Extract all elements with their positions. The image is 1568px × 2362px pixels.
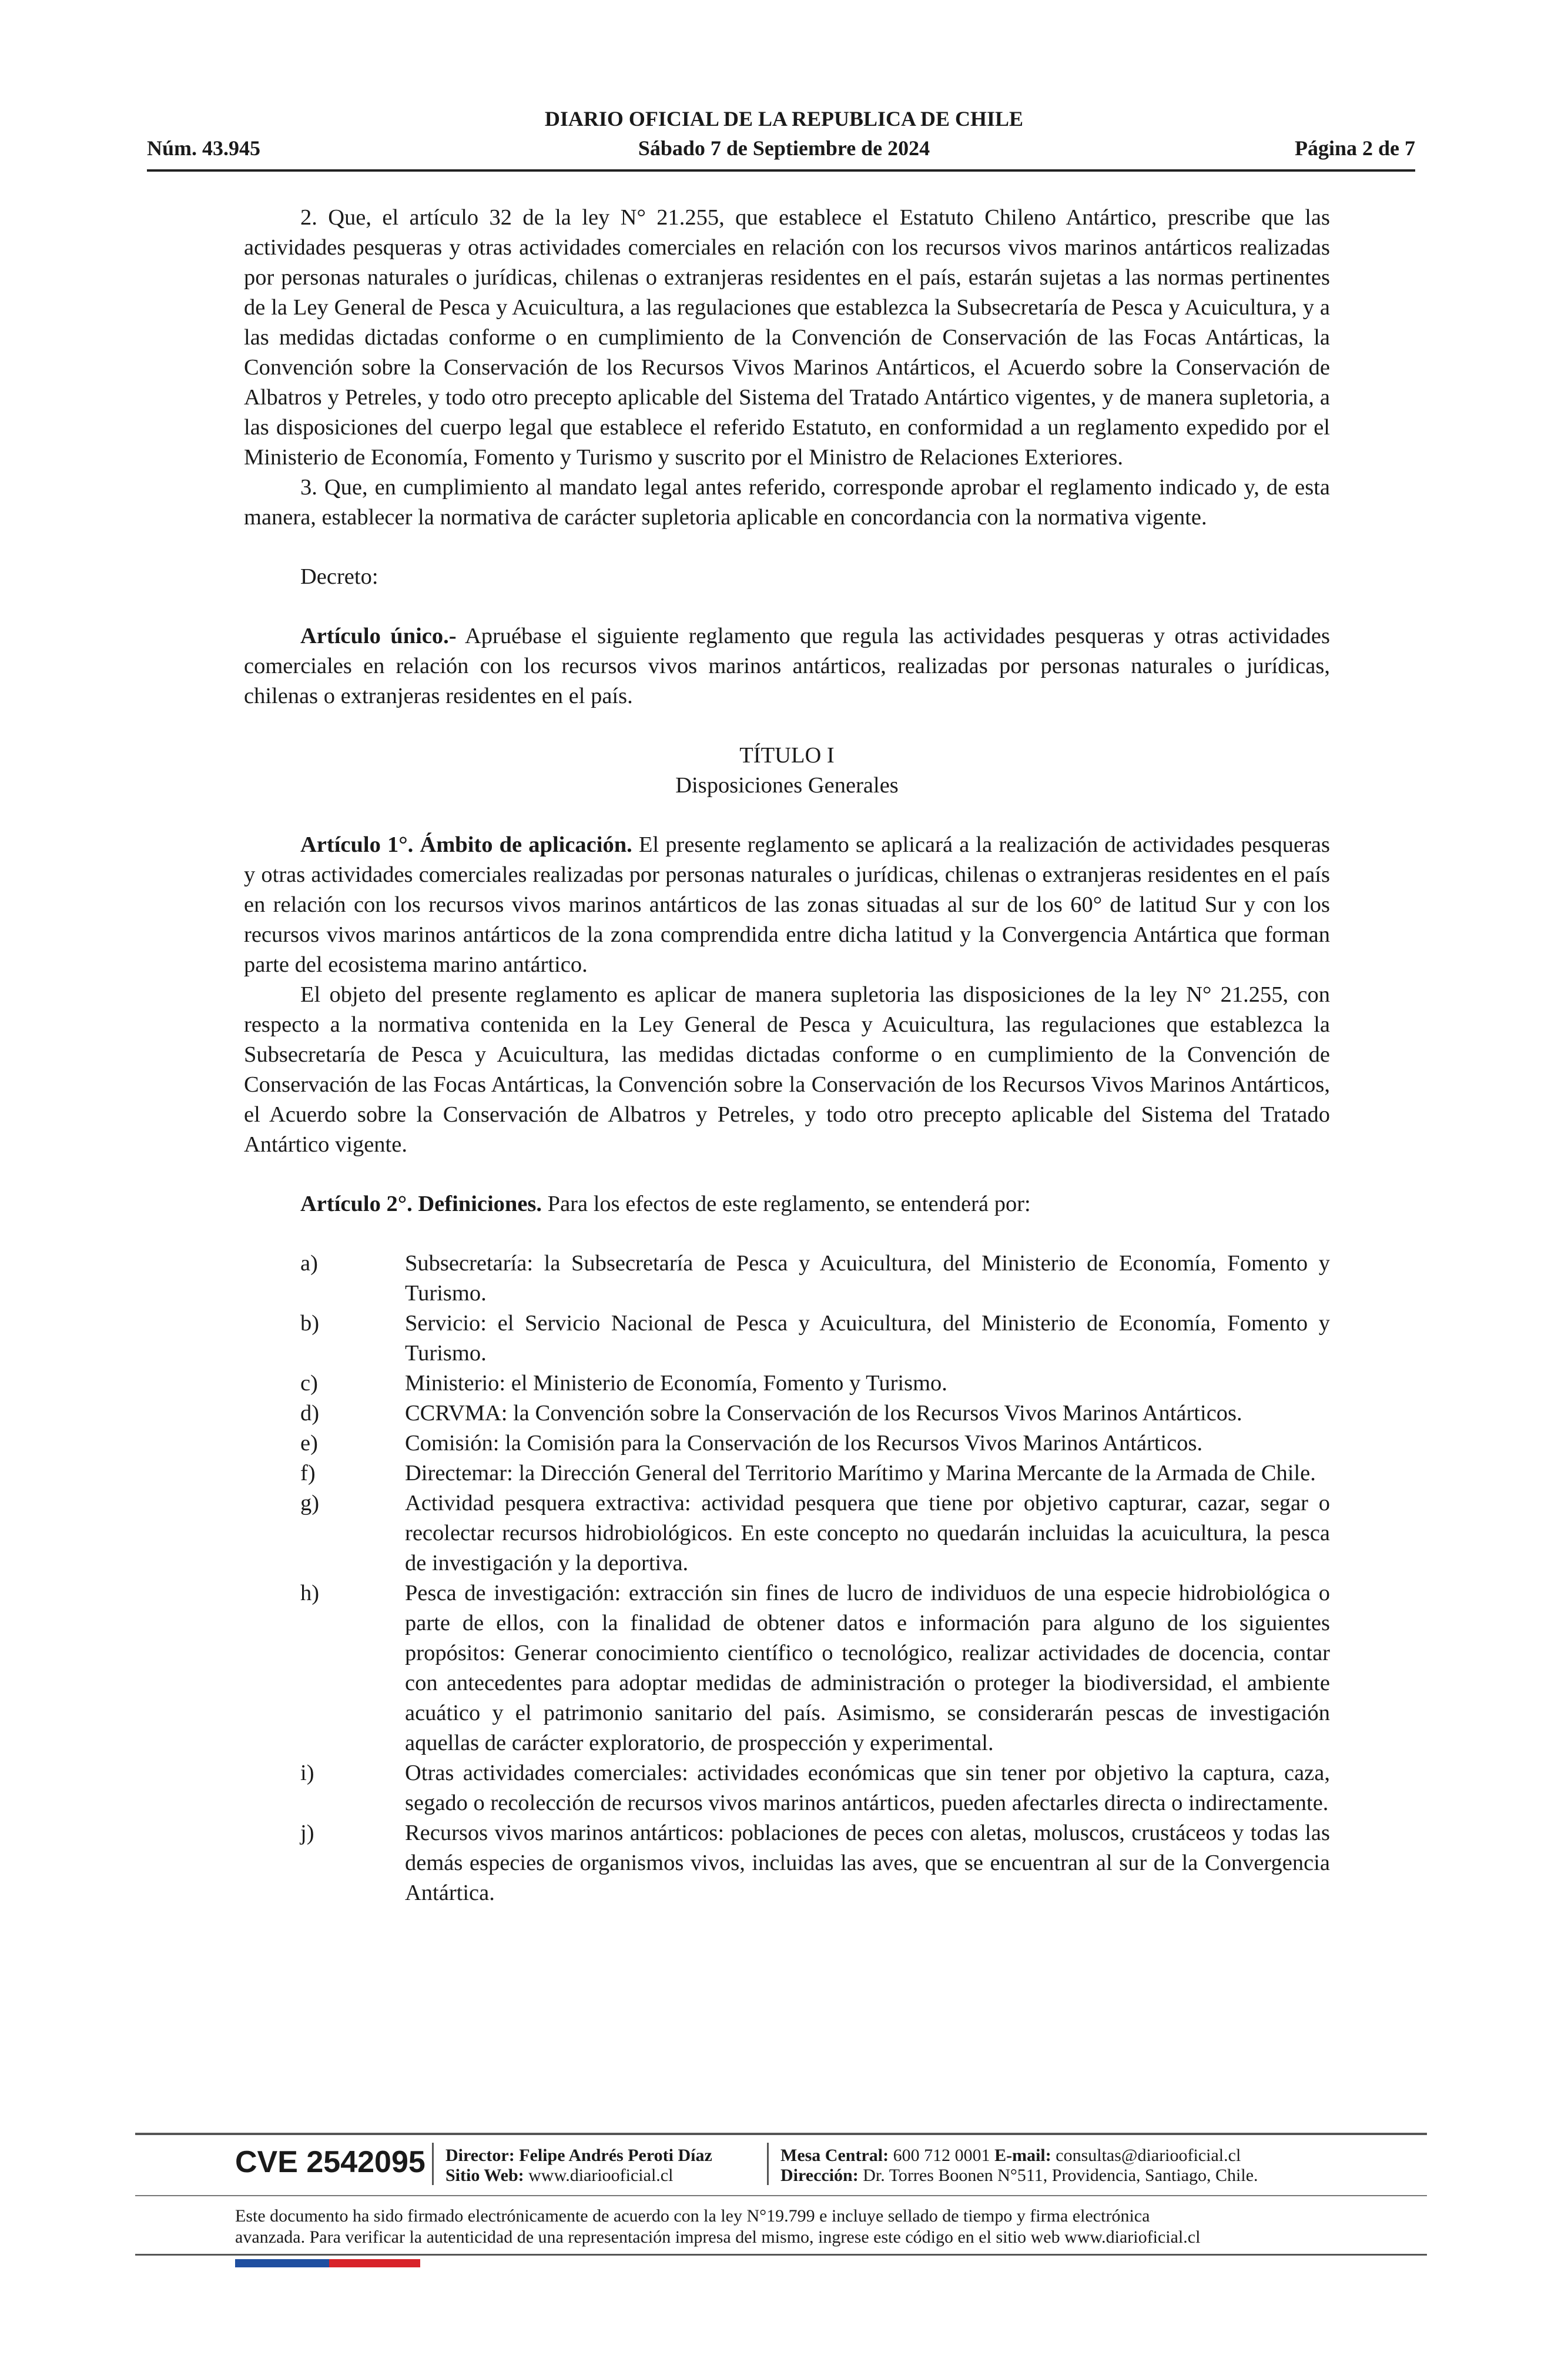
definition-text: Recursos vivos marinos antárticos: poblaciones de peces con aletas, moluscos, crustáceos y todas las demás especies de organismos vivos, incluidas las aves, que se encuentran al sur de la Convergencia Antártica. bbox=[405, 1821, 1330, 1905]
definition-item bbox=[300, 1428, 1330, 1458]
definition-text: Actividad pesquera extractiva: actividad pesquera que tiene por objetivo capturar, cazar, segar o recolectar recursos hidrobiológicos. En este concepto no quedarán incluidas la acuicultura, la pesca de investigación y la deportiva. bbox=[405, 1491, 1330, 1575]
definition-letter: h) bbox=[300, 1581, 320, 1605]
cve-code: CVE 2542095 bbox=[235, 2145, 425, 2179]
definition-item bbox=[300, 1249, 1330, 1309]
considerando-3: 3. Que, en cumplimiento al mandato legal antes referido, corresponde aprobar el reglamento indicado y, de esta manera, establecer la normativa de carácter supletoria aplicable en concordancia con la normativa vigente. bbox=[244, 475, 1330, 530]
articulo-unico-title: Artículo único.- bbox=[300, 624, 457, 648]
legal-notice bbox=[235, 2206, 1328, 2248]
footer-separator bbox=[432, 2143, 434, 2185]
issue-number: Núm. 43.945 bbox=[147, 136, 261, 160]
legal-line: Este documento ha sido firmado electrónicamente de acuerdo con la ley N°19.799 e incluye sellado de tiempo y firma electrónica bbox=[235, 2206, 1150, 2226]
director-name: Felipe Andrés Peroti Díaz bbox=[519, 2146, 712, 2165]
definition-text: Subsecretaría: la Subsecretaría de Pesca y Acuicultura, del Ministerio de Economía, Fomento y Turismo. bbox=[405, 1251, 1330, 1306]
definition-letter: f) bbox=[300, 1461, 316, 1486]
definition-item bbox=[300, 1369, 1330, 1399]
newspaper-title: DIARIO OFICIAL DE LA REPUBLICA DE CHILE bbox=[544, 107, 1024, 131]
definition-item bbox=[300, 1488, 1330, 1578]
footer-divider bbox=[135, 2133, 1427, 2135]
definition-text: Pesca de investigación: extracción sin fines de lucro de individuos de una especie hidrobiológica o parte de ellos, con la finalidad de obtener datos e información para alguno de los siguientes propósitos: Generar conocimiento científico o tecnológico, realizar actividades de docencia, contar con antecedentes para adoptar medidas de administración o proteger la biodiversidad, el ambiente acuático y el patrimonio sanitario del país. Asimismo, se considerarán pescas de investigación aquellas de carácter exploratorio, de prospección y experimental. bbox=[405, 1581, 1330, 1755]
articulo-1-title: Artículo 1°. Ámbito de aplicación. bbox=[300, 832, 632, 857]
flag-stripe-blue bbox=[235, 2259, 329, 2267]
definition-letter: e) bbox=[300, 1431, 318, 1456]
mesa-phone: 600 712 0001 bbox=[893, 2146, 990, 2165]
definition-text: Ministerio: el Ministerio de Economía, Fomento y Turismo. bbox=[405, 1371, 947, 1396]
articulo-unico-text: Apruébase el siguiente reglamento que regula las actividades pesqueras y otras actividades comerciales en relación con los recursos vivos marinos antárticos, realizadas por personas naturales o jurídicas, chilenas o extranjeras residentes en el país. bbox=[244, 624, 1330, 708]
definition-text: Directemar: la Dirección General del Territorio Marítimo y Marina Mercante de la Armada de Chile. bbox=[405, 1461, 1316, 1486]
definition-text: CCRVMA: la Convención sobre la Conservación de los Recursos Vivos Marinos Antárticos. bbox=[405, 1401, 1242, 1426]
definition-letter: i) bbox=[300, 1761, 314, 1785]
definition-item bbox=[300, 1309, 1330, 1369]
director-label: Director: bbox=[445, 2146, 515, 2165]
definition-text: Comisión: la Comisión para la Conservación de los Recursos Vivos Marinos Antárticos. bbox=[405, 1431, 1203, 1456]
definition-item bbox=[300, 1458, 1330, 1488]
titulo-subheading: Disposiciones Generales bbox=[675, 773, 899, 798]
page-number: Página 2 de 7 bbox=[1294, 136, 1415, 160]
footer-contact-block bbox=[780, 2146, 1258, 2186]
email-link[interactable]: consultas@diariooficial.cl bbox=[1056, 2146, 1241, 2165]
definition-letter: g) bbox=[300, 1491, 320, 1515]
address-text: Dr. Torres Boonen N°511, Providencia, Santiago, Chile. bbox=[863, 2166, 1258, 2185]
address-label: Dirección: bbox=[780, 2166, 859, 2185]
articulo-2-title: Artículo 2°. Definiciones. bbox=[300, 1192, 542, 1216]
definition-letter: d) bbox=[300, 1401, 320, 1426]
articulo-unico bbox=[244, 621, 1330, 711]
mesa-label: Mesa Central: bbox=[780, 2146, 889, 2165]
footer-separator bbox=[767, 2143, 769, 2185]
articulo-2-text: Para los efectos de este reglamento, se entenderá por: bbox=[542, 1192, 1031, 1216]
definitions-list bbox=[244, 1249, 1330, 1908]
definition-letter: a) bbox=[300, 1251, 318, 1276]
articulo-1-text: El presente reglamento se aplicará a la realización de actividades pesqueras y otras actividades comerciales realizadas por personas naturales o jurídicas, chilenas o extranjeras residentes en el país en relación con los recursos vivos marinos antárticos de las zonas situadas al sur de los 60° de latitud Sur y con los recursos vivos marinos antárticos de la zona comprendida entre dicha latitud y la Convergencia Antártica que forman parte del ecosistema marino antártico. bbox=[244, 832, 1330, 977]
titulo-heading: TÍTULO I bbox=[739, 743, 835, 768]
definition-letter: b) bbox=[300, 1311, 320, 1336]
articulo-1-paragraph-2: El objeto del presente reglamento es aplicar de manera supletoria las disposiciones de la ley N° 21.255, con respecto a la normativa contenida en la Ley General de Pesca y Acuicultura, las regulaciones que establezca la Subsecretaría de Pesca y Acuicultura, las medidas dictadas conforme o en cumplimiento de la Convención de Conservación de las Focas Antárticas, la Convención sobre la Conservación de los Recursos Vivos Marinos Antárticos, el Acuerdo sobre la Conservación de Albatros y Petreles, y todo otro precepto aplicable del Sistema del Tratado Antártico vigente. bbox=[244, 982, 1330, 1157]
articulo-1 bbox=[244, 830, 1330, 980]
definition-text: Servicio: el Servicio Nacional de Pesca y Acuicultura, del Ministerio de Economía, Fomento y Turismo. bbox=[405, 1311, 1330, 1366]
header-divider bbox=[147, 169, 1415, 172]
definition-letter: c) bbox=[300, 1371, 318, 1396]
definition-item bbox=[300, 1758, 1330, 1818]
definition-letter: j) bbox=[300, 1821, 314, 1845]
website-link[interactable]: www.diariooficial.cl bbox=[528, 2166, 674, 2185]
legal-line: avanzada. Para verificar la autenticidad de una representación impresa del mismo, ingrese este código en el sitio web www.diarioficial.cl bbox=[235, 2227, 1201, 2247]
definition-item bbox=[300, 1818, 1330, 1908]
issue-date: Sábado 7 de Septiembre de 2024 bbox=[638, 136, 930, 160]
flag-stripe-red bbox=[329, 2259, 420, 2267]
considerando-2: 2. Que, el artículo 32 de la ley N° 21.255, que establece el Estatuto Chileno Antártico, prescribe que las actividades pesqueras y otras actividades comerciales en relación con los recursos vivos marinos antárticos realizadas por personas naturales o jurídicas, chilenas o extranjeras residentes en el país, estarán sujetas a las normas pertinentes de la Ley General de Pesca y Acuicultura, a las regulaciones que establezca la Subsecretaría de Pesca y Acuicultura, y a las medidas dictadas conforme o en cumplimiento de la Convención de Conservación de las Focas Antárticas, la Convención sobre la Conservación de los Recursos Vivos Marinos Antárticos, el Acuerdo sobre la Conservación de Albatros y Petreles, y todo otro precepto aplicable del Sistema del Tratado Antártico vigentes, y de manera supletoria, a las disposiciones del cuerpo legal que establece el referido Estatuto, en conformidad a un reglamento expedido por el Ministerio de Economía, Fomento y Turismo y suscrito por el Ministro de Relaciones Exteriores. bbox=[244, 205, 1330, 470]
decreto-heading: Decreto: bbox=[300, 564, 378, 589]
footer-divider bbox=[135, 2195, 1427, 2196]
document-body bbox=[244, 203, 1330, 1908]
website-label: Sitio Web: bbox=[445, 2166, 524, 2185]
definition-text: Otras actividades comerciales: actividades económicas que sin tener por objetivo la captura, caza, segado o recolección de recursos vivos marinos antárticos, pueden afectarles directa o indirectamente. bbox=[405, 1761, 1330, 1815]
definition-item bbox=[300, 1399, 1330, 1428]
footer-director-block bbox=[445, 2146, 712, 2186]
footer-divider bbox=[135, 2254, 1427, 2256]
email-label: E-mail: bbox=[994, 2146, 1051, 2165]
articulo-2 bbox=[244, 1189, 1330, 1219]
definition-item bbox=[300, 1578, 1330, 1758]
